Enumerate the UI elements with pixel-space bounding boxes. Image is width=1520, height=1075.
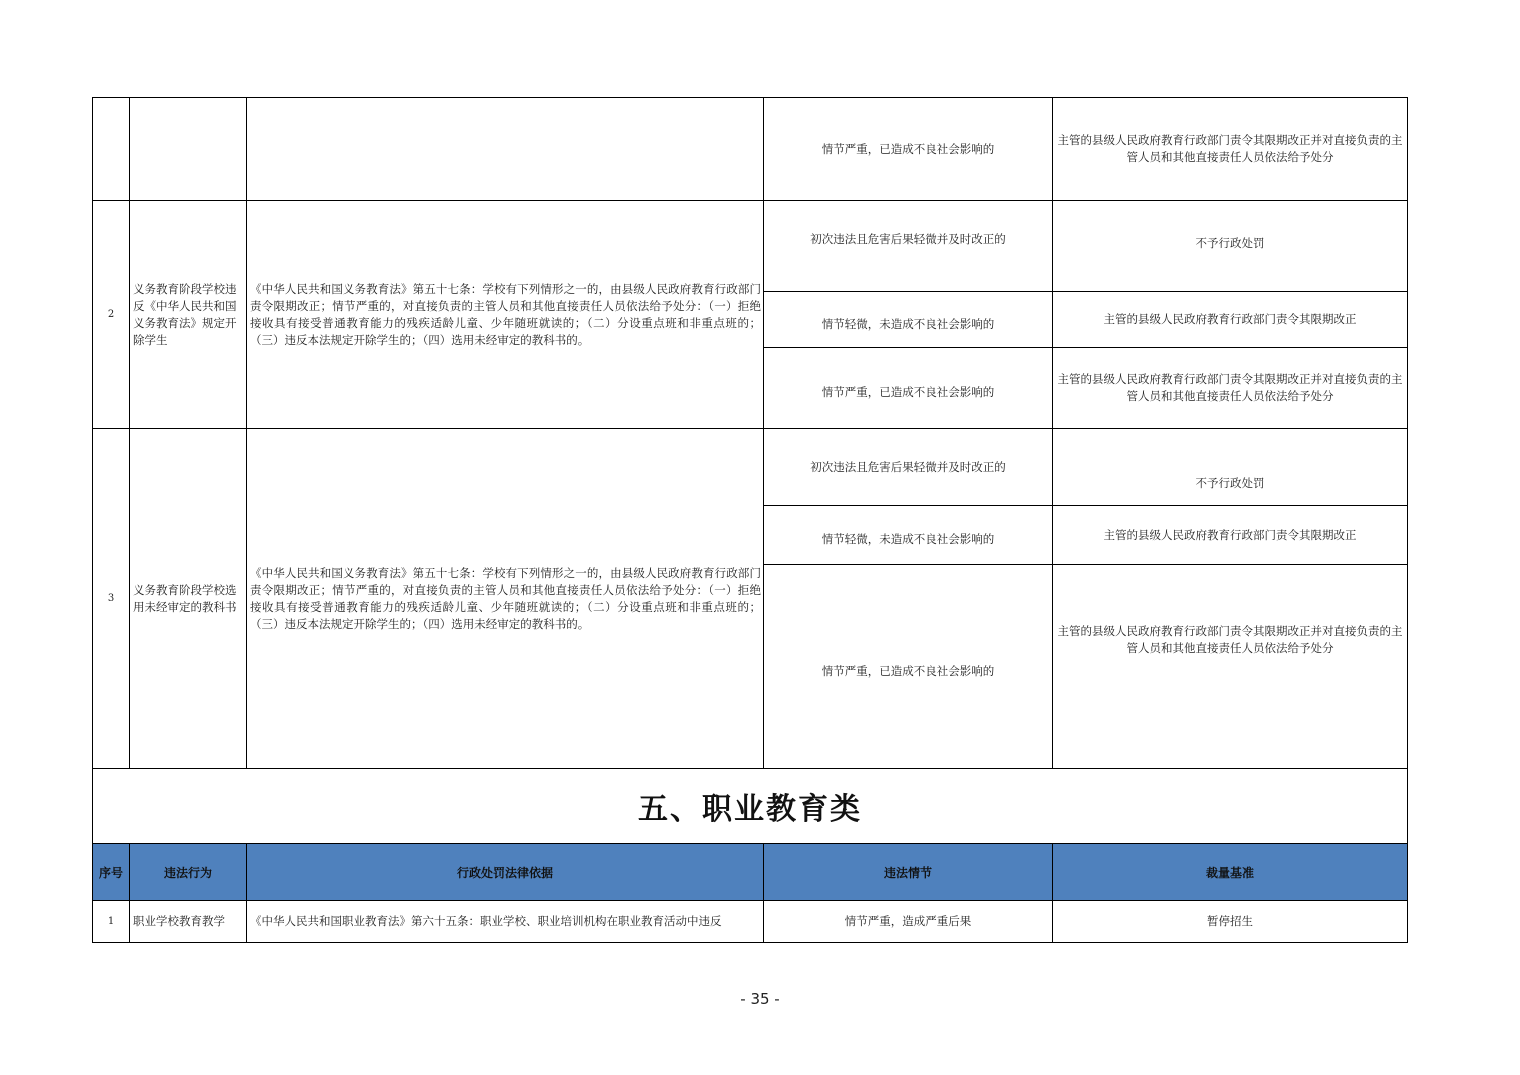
standard-cell: 主管的县级人民政府教育行政部门责令其限期改正: [1103, 527, 1357, 542]
row-number: 2: [107, 309, 115, 320]
table-border: [92, 942, 1408, 943]
section-title: 五、职业教育类: [638, 792, 862, 827]
situation-cell: 情节轻微，未造成不良社会影响的: [821, 316, 995, 331]
header-situation: 违法情节: [764, 844, 1052, 900]
row-number: 3: [107, 593, 115, 604]
situation-cell: [764, 98, 1052, 200]
page-number: - 35 -: [740, 990, 780, 1008]
header-no: 序号: [93, 844, 129, 900]
violation-act: 义务教育阶段学校选用未经审定的教科书: [133, 582, 237, 614]
standard-cell: 主管的县级人民政府教育行政部门责令其限期改正并对直接负责的主管人员和其他直接责任人员依法给予处分: [1057, 372, 1403, 403]
legal-basis: 《中华人民共和国职业教育法》第六十五条：职业学校、职业培训机构在职业教育活动中违反: [250, 914, 722, 928]
standard-cell: [1053, 98, 1407, 200]
standard-text: 主管的县级人民政府教育行政部门责令其限期改正并对直接负责的主管人员和其他直接责任人员依法给予处分: [1057, 133, 1403, 164]
standard-cell: 主管的县级人民政府教育行政部门责令其限期改正: [1103, 312, 1357, 326]
row-number: 1: [107, 916, 115, 927]
standard-cell: 不予行政处罚: [1195, 475, 1265, 490]
situation-cell: 情节轻微，未造成不良社会影响的: [821, 531, 995, 546]
situation-text: 情节严重，已造成不良社会影响的: [821, 141, 995, 156]
situation-cell: 初次违法且危害后果轻微并及时改正的: [810, 231, 1006, 246]
situation-cell: 情节严重，造成严重后果: [844, 914, 972, 928]
situation-cell: 情节严重，已造成不良社会影响的: [821, 663, 995, 678]
legal-basis: 《中华人民共和国义务教育法》第五十七条：学校有下列情形之一的，由县级人民政府教育行政部门责令限期改正；情节严重的，对直接负责的主管人员和其他直接责任人员依法给予处分：（一）拒绝接收具有接受普通教育能力的残疾适龄儿童、少年随班就读的；（二）分设重点班和非重点班的；（三）违反本法规定开除学生的；（四）选用未经审定的教科书的。: [250, 565, 761, 631]
header-act: 违法行为: [130, 844, 246, 900]
violation-act: 职业学校教育教学: [133, 914, 225, 928]
header-standard: 裁量基准: [1053, 844, 1407, 900]
violation-act: 义务教育阶段学校违反《中华人民共和国义务教育法》规定开除学生: [133, 281, 237, 347]
standard-cell: 主管的县级人民政府教育行政部门责令其限期改正并对直接负责的主管人员和其他直接责任人员依法给予处分: [1057, 624, 1403, 655]
situation-cell: 情节严重，已造成不良社会影响的: [821, 384, 995, 399]
situation-cell: 初次违法且危害后果轻微并及时改正的: [810, 459, 1006, 474]
standard-cell: 不予行政处罚: [1195, 235, 1265, 250]
table-border: [1407, 97, 1408, 943]
header-basis: 行政处罚法律依据: [247, 844, 763, 900]
legal-basis: 《中华人民共和国义务教育法》第五十七条：学校有下列情形之一的，由县级人民政府教育行政部门责令限期改正；情节严重的，对直接负责的主管人员和其他直接责任人员依法给予处分：（一）拒绝接收具有接受普通教育能力的残疾适龄儿童、少年随班就读的；（二）分设重点班和非重点班的；（三）违反本法规定开除学生的；（四）选用未经审定的教科书的。: [250, 281, 761, 347]
standard-cell: 暂停招生: [1207, 914, 1253, 928]
